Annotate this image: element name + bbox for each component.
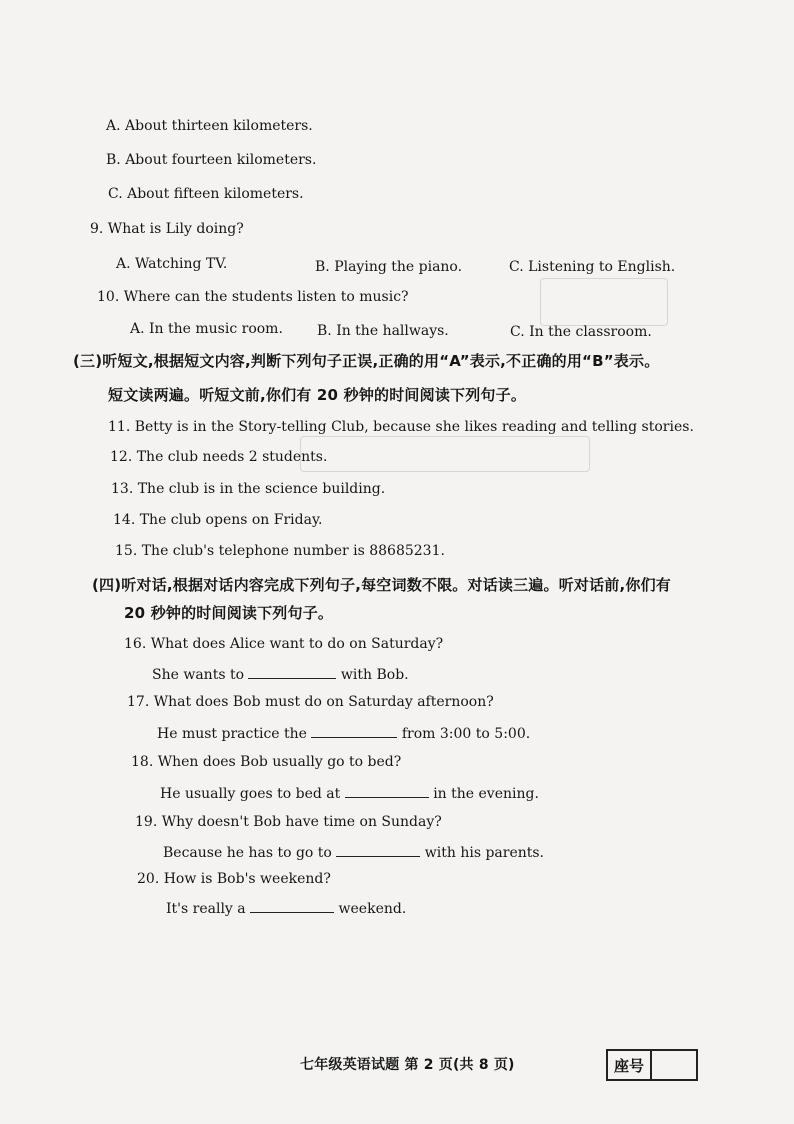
seat-number-box (606, 1049, 698, 1081)
q10-option-b: B. In the hallways. (317, 323, 449, 339)
q20-blank[interactable] (250, 898, 334, 913)
seat-number-field[interactable] (652, 1051, 696, 1079)
q16-text-before: She wants to (152, 667, 245, 683)
q20-text-before: It's really a (166, 901, 246, 917)
q18-text-after: in the evening. (433, 786, 539, 802)
q17-blank[interactable] (311, 723, 397, 738)
q9-option-b: B. Playing the piano. (315, 259, 463, 275)
page-footer-label: 七年级英语试题 第 2 页(共 8 页) (300, 1057, 515, 1073)
q16-blank[interactable] (248, 664, 336, 679)
q19-blank[interactable] (336, 842, 420, 857)
q9-option-c: C. Listening to English. (509, 259, 676, 275)
q20-text-after: weekend. (338, 901, 407, 917)
statement-13: 13. The club is in the science building. (111, 481, 386, 497)
section4-instruction-cont: 20 秒钟的时间阅读下列句子。 (124, 604, 334, 622)
q10-question: 10. Where can the students listen to music? (97, 289, 409, 305)
q10-option-a: A. In the music room. (130, 321, 283, 337)
statement-12: 12. The club needs 2 students. (110, 449, 328, 465)
q18-question: 18. When does Bob usually go to bed? (131, 754, 402, 770)
q19-question: 19. Why doesn't Bob have time on Sunday? (135, 814, 442, 830)
q16-answer-line (152, 664, 409, 684)
q17-question: 17. What does Bob must do on Saturday afternoon? (127, 694, 494, 710)
q17-text-after: from 3:00 to 5:00. (401, 726, 531, 742)
q16-question: 16. What does Alice want to do on Saturday? (124, 636, 444, 652)
statement-14: 14. The club opens on Friday. (113, 512, 323, 528)
q17-text-before: He must practice the (157, 726, 307, 742)
q20-question: 20. How is Bob's weekend? (137, 871, 331, 887)
q20-answer-line (166, 898, 406, 918)
q19-text-before: Because he has to go to (163, 845, 332, 861)
q10-option-c: C. In the classroom. (510, 324, 652, 340)
q9-option-a: A. Watching TV. (116, 256, 228, 272)
statement-11: 11. Betty is in the Story-telling Club, because she likes reading and telling stories. (108, 419, 694, 435)
section4-instruction: (四)听对话,根据对话内容完成下列句子,每空词数不限。对话读三遍。听对话前,你们有 (92, 576, 672, 594)
q16-text-after: with Bob. (340, 667, 409, 683)
q18-text-before: He usually goes to bed at (160, 786, 341, 802)
bleed-through-box (300, 436, 590, 472)
q8-option-a: A. About thirteen kilometers. (106, 118, 313, 134)
q9-question: 9. What is Lily doing? (90, 221, 244, 237)
seat-number-label: 座号 (608, 1051, 652, 1079)
section3-instruction: (三)听短文,根据短文内容,判断下列句子正误,正确的用“A”表示,不正确的用“B”表示。 (73, 352, 660, 370)
q8-option-c: C. About fifteen kilometers. (108, 186, 304, 202)
statement-15: 15. The club's telephone number is 88685231. (115, 543, 445, 559)
q17-answer-line (157, 723, 530, 743)
bleed-through-box (540, 278, 668, 326)
q19-text-after: with his parents. (424, 845, 545, 861)
q18-blank[interactable] (345, 783, 429, 798)
section3-instruction-cont: 短文读两遍。听短文前,你们有 20 秒钟的时间阅读下列句子。 (108, 386, 527, 404)
q8-option-b: B. About fourteen kilometers. (106, 152, 317, 168)
q18-answer-line (160, 783, 539, 803)
q19-answer-line (163, 842, 544, 862)
